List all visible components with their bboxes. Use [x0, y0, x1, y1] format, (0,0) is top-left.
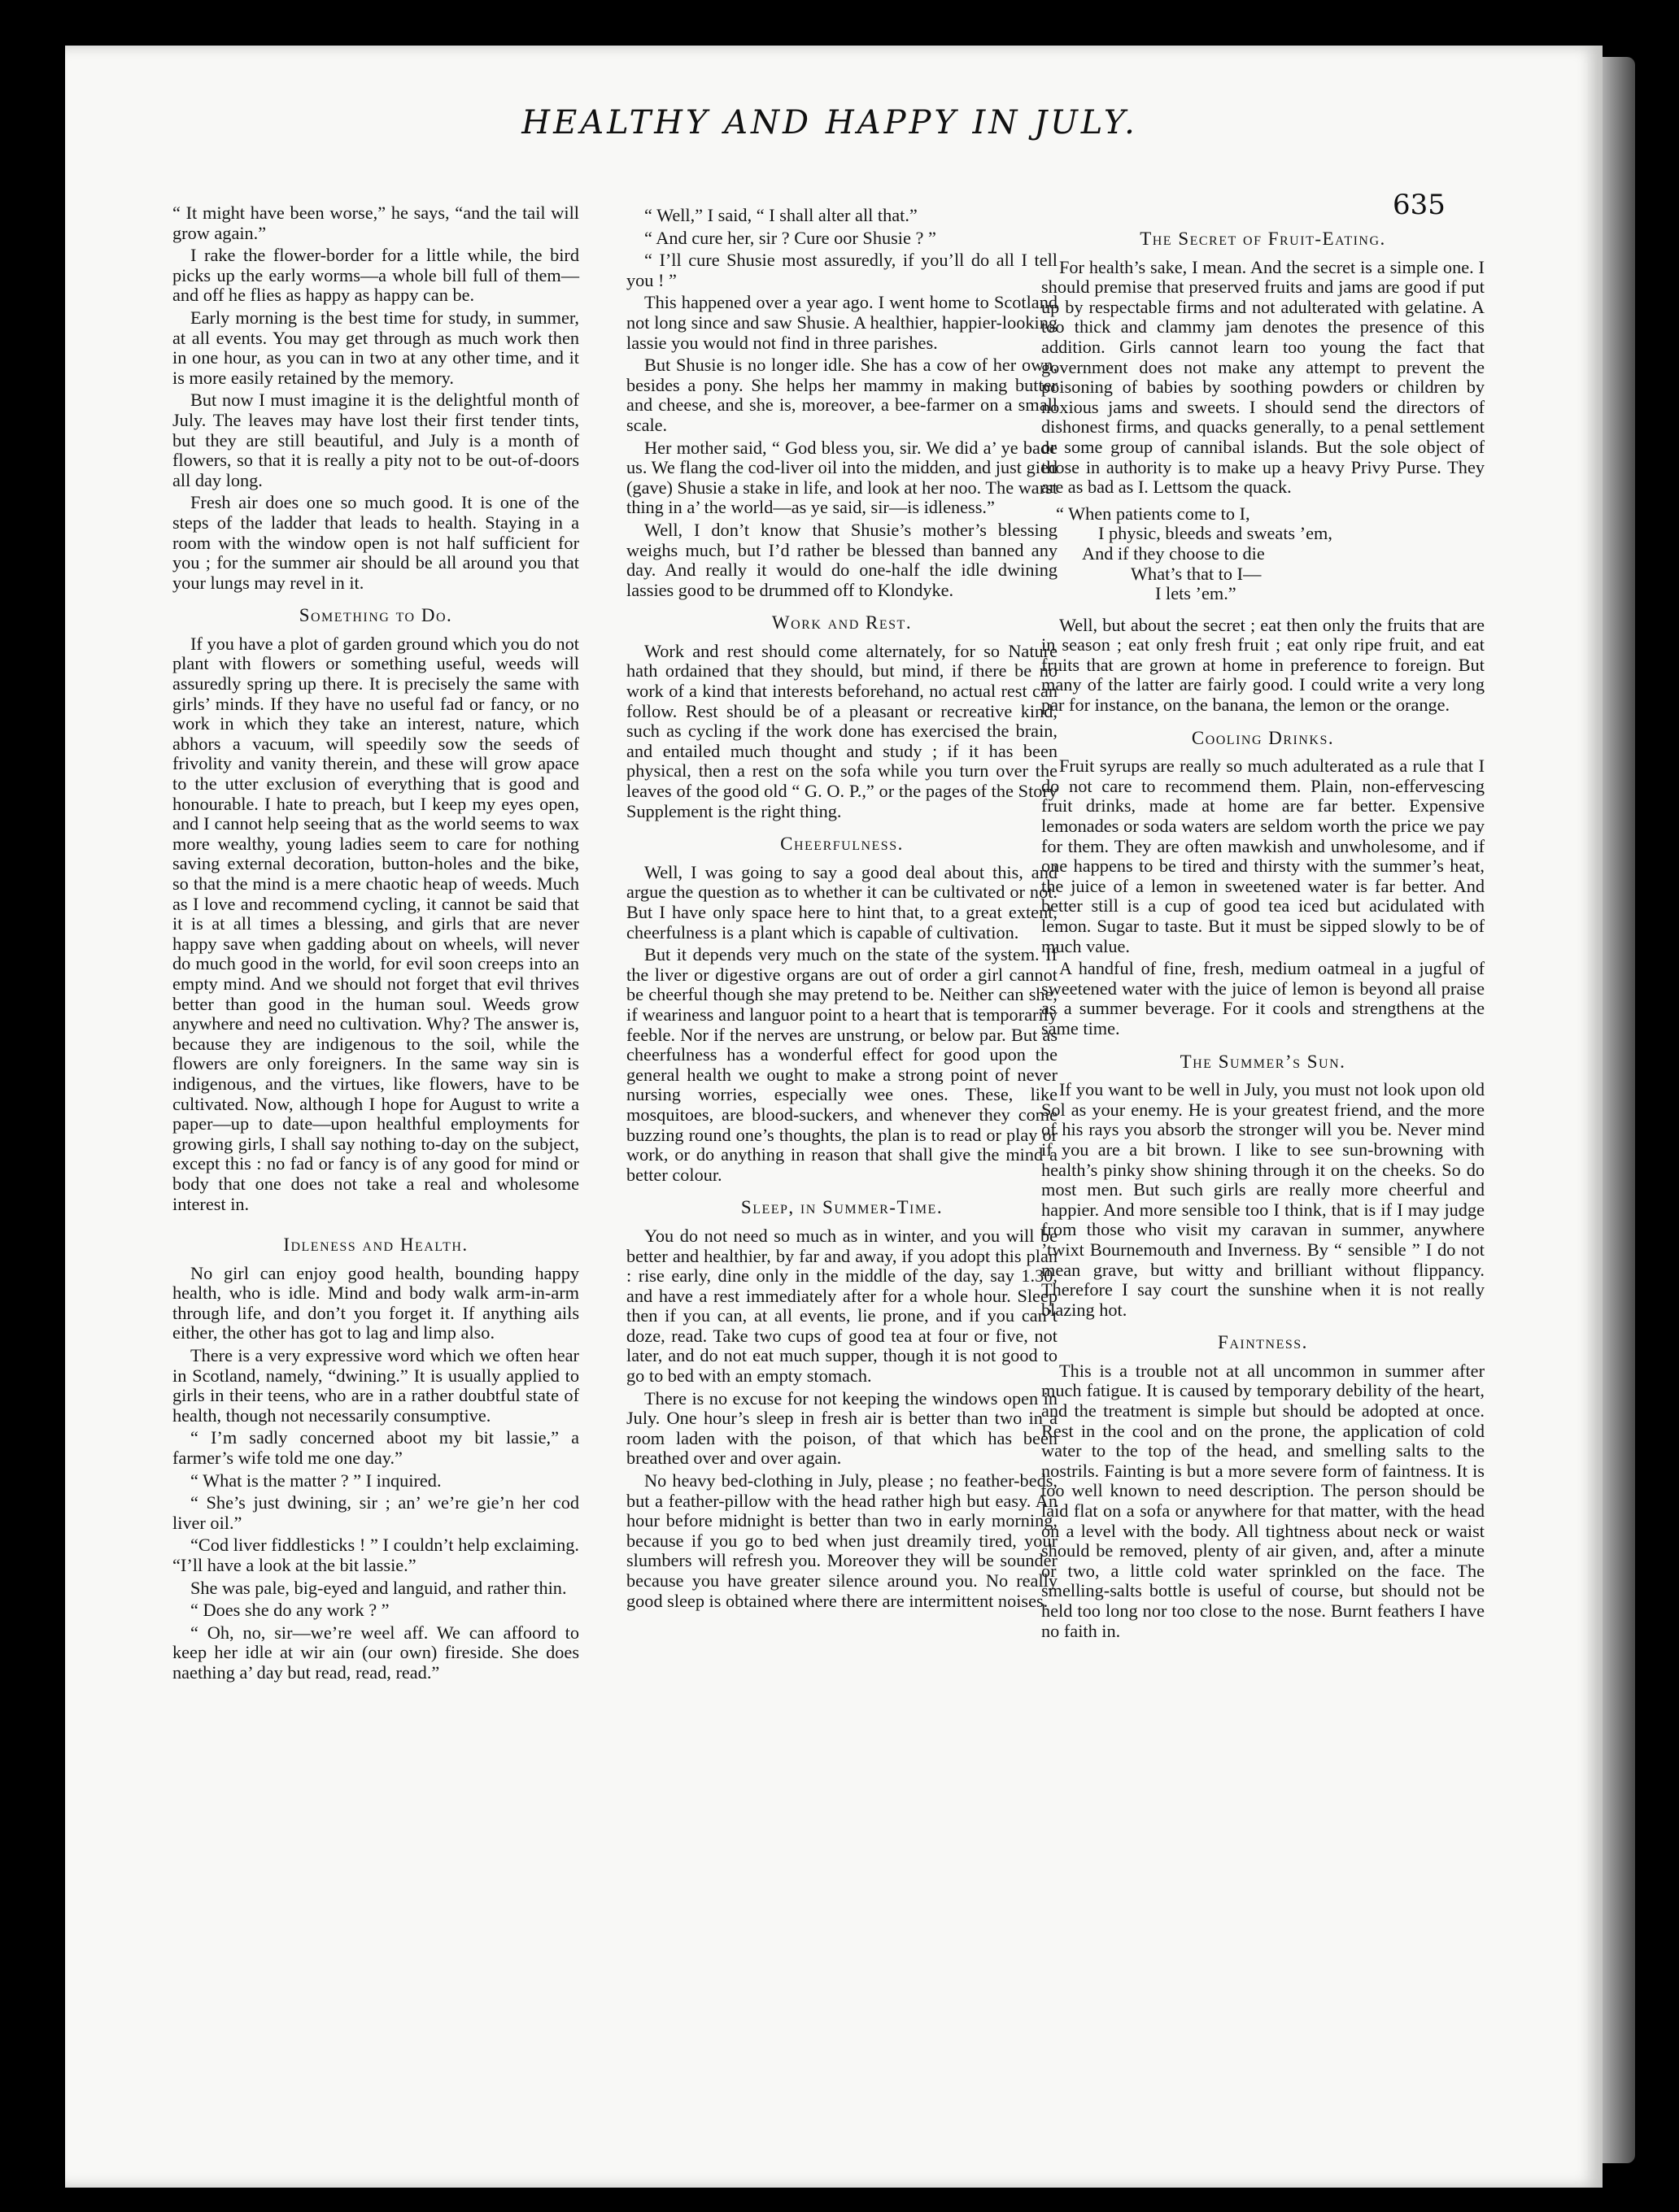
verse-line: “ When patients come to I, — [1056, 503, 1250, 524]
paragraph: Early morning is the best time for study, in summer, at all events. You may get through as much work then in one hour, as you can in two at any other time, and it is more easily retained by the memory. — [172, 307, 579, 388]
text-column-1 — [172, 203, 579, 1686]
section-heading-cooling-drinks: Cooling Drinks. — [1191, 727, 1335, 748]
paragraph: This happened over a year ago. I went home to Scotland not long since and saw Shusie. A healthier, happier-looking lassie you would not find in three parishes. — [626, 292, 1058, 353]
paragraph: Work and rest should come alternately, for so Nature hath ordained that they should, but mind, if there be no work of a kind that interests beforehand, no actual rest can follow. Rest should be of a pleasant or recreative kind, such as cycling if the work done has exercised the brain, and entailed much thought and study ; if it has been physical, then a rest on the sofa while you turn over the leaves of the good old “ G. O. P.,” or the pages of the Story Supplement is the right thing. — [626, 640, 1058, 821]
paragraph: “ It might have been worse,” he says, “and the tail will grow again.” — [172, 202, 579, 243]
paragraph: But Shusie is no longer idle. She has a cow of her own, besides a pony. She helps her mammy in making butter and cheese, and she is, moreover, a bee-farmer on a small scale. — [626, 355, 1058, 435]
paragraph: “ Well,” I said, “ I shall alter all that.” — [644, 205, 918, 225]
section-heading-idleness-and-health: Idleness and Health. — [283, 1234, 469, 1256]
paragraph: A handful of fine, fresh, medium oatmeal in a jugful of sweetened water with the juice of lemon is beyond all praise as a summer beverage. For it cools and strengthens at the same time. — [1041, 958, 1485, 1039]
paragraph: “ Does she do any work ? ” — [190, 1600, 390, 1621]
verse-line: What’s that to I— — [1131, 563, 1262, 584]
running-title: HEALTHY AND HAPPY IN JULY. — [521, 104, 1138, 142]
verse-line: I physic, bleeds and sweats ’em, — [1098, 523, 1332, 544]
paragraph: “ Oh, no, sir—we’re weel aff. We can affoord to keep her idle at wir ain (our own) fireside. She does naething a’ day but read, read, read.” — [172, 1622, 579, 1683]
verse-line: And if they choose to die — [1082, 542, 1265, 564]
section-heading-faintness: Faintness. — [1218, 1332, 1308, 1353]
paragraph: Well, I was going to say a good deal about this, and argue the question as to whether it can be cultivated or not. But I have only space here to hint that, to a great extent, cheerfulness is a plant which is capable of cultivation. — [626, 861, 1058, 943]
paragraph: But it depends very much on the state of the system. If the liver or digestive organs are out of order a girl cannot be cheerful though she may pretend to be. Neither can she, if weariness and languor point to a heart that is temporarily feeble. Nor if the nerves are unstrung, or below par. But as cheerfulness has a wonderful effect for good upon the general health we ought to make a strong point of never nursing worries, especially wee ones. These, like mosquitoes, are blood-suckers, and whenever they come buzzing round one’s thoughts, the plan is to read or play or work, or do anything in reason that shall give the mind a better colour. — [626, 944, 1058, 1185]
paragraph: There is a very expressive word which we often hear in Scotland, namely, “dwining.” It is usually applied to girls in their teens, who are in a rather doubtful state of health, though not necessarily consumptive. — [172, 1345, 579, 1426]
paragraph: No girl can enjoy good health, bounding happy health, who is idle. Mind and body walk arm-in-arm through life, and don’t you forget it. If anything ails either, the other has got to lag and limp also. — [172, 1262, 579, 1343]
paragraph: Her mother said, “ God bless you, sir. We did a’ ye bade us. We flang the cod-liver oil into the midden, and just gied (gave) Shusie a stake in life, and look at her noo. The warst thing in a’ the world—as ye said, sir—is idleness.” — [626, 437, 1058, 518]
paragraph: She was pale, big-eyed and languid, and rather thin. — [190, 1577, 567, 1598]
paragraph: For health’s sake, I mean. And the secret is a simple one. I should premise that preserved fruits and jams are good if put up by respectable firms and not adulterated with gelatine. A too thick and clammy jam denotes the presence of this addition. Girls cannot learn too young the fact that government does not make any attempt to prevent the poisoning of babies by soothing powders or children by noxious jams and sweets. I should send the directors of dishonest firms, and quacks generally, to a penal settlement or some group of cannibal islands. But the sole object of those in authority is to make up a heavy Privy Purse. They are as bad as I. Lettsom the quack. — [1041, 256, 1485, 498]
paragraph: I rake the flower-border for a little while, the bird picks up the early worms—a whole bill full of them—and off he flies as happy as happy can be. — [172, 245, 579, 306]
paragraph: You do not need so much as in winter, and you will be better and healthier, by far and away, if you adopt this plan : rise early, dine only in the middle of the day, say 1.30, and have a rest immediately after for a whole hour. Sleep then if you can, at all events, lie prone, and if you can’t doze, read. Take two cups of good tea at four or five, not later, and do not eat much supper, though it is not good to go to bed with an empty stomach. — [626, 1225, 1058, 1387]
paragraph: But now I must imagine it is the delightful month of July. The leaves may have lost their first tender tints, but they are still beautiful, and July is a month of flowers, so that it is really a pity not to be out-of-doors all day long. — [172, 390, 579, 490]
paragraph: “ I’m sadly concerned aboot my bit lassie,” a farmer’s wife told me one day.” — [172, 1427, 579, 1469]
verse-line: I lets ’em.” — [1155, 583, 1236, 604]
paragraph: If you have a plot of garden ground which you do not plant with flowers or something useful, weeds will assuredly spring up there. It is precisely the same with girls’ minds. If they have no useful fad or fancy, or no work in which they take an interest, nature, which abhors a vacuum, will speedily sow the seeds of frivolity and vanity therein, and these will grow apace to the utter exclusion of everything that is good and honourable. I hate to preach, but I keep my eyes open, and I cannot help seeing that as the world seems to wax more wealthy, young ladies seem to care for nothing saving external decoration, button-holes and the bike, so that the mind is a mere chaotic heap of weeds. Much as I love and recommend cycling, it cannot be said that it is at all times a blessing, and girls that are never happy save when gadding about on wheels, will never do much good in the world, for evil soon creeps into an empty mind. And we should not forget that evil thrives better than good in the human soul. Weeds grow anywhere and need no cultivation. Why? The answer is, because they are indigenous to the soil, while the flowers are only foreigners. In the same way sin is indigenous, and the virtues, like flowers, have to be cultivated. Now, although I hope for August to write a paper—up to date—upon healthful employments for growing girls, I shall say nothing to-day on the subject, except this : no fad or fancy is of any good for mind or body that one does not take a real and wholesome interest in. — [172, 633, 579, 1214]
paragraph: There is no excuse for not keeping the windows open in July. One hour’s sleep in fresh air is better than two in a room laden with the poison, of that which has been breathed over and over again. — [626, 1387, 1058, 1469]
paragraph: “ She’s just dwining, sir ; an’ we’re gie’n her cod liver oil.” — [172, 1492, 579, 1533]
paragraph: “ What is the matter ? ” I inquired. — [190, 1470, 442, 1491]
paragraph: No heavy bed-clothing in July, please ; no feather-beds, but a feather-pillow with the head rather high but easy. An hour before midnight is better than two in early morning, because if you go to bed when just dreamily tired, your slumbers will refresh you. Moreover they will be sounder because you have greater silence around you. No really good sleep is obtained where there are intermittent noises. — [626, 1470, 1058, 1611]
paragraph: This is a trouble not at all uncommon in summer after much fatigue. It is caused by temporary debility of the heart, and the treatment is simple but should be adopted at once. Rest in the cool and on the prone, the application of cold water to the top of the head, and smelling salts to the nostrils. Fainting is but a more severe form of faintness. It is too well known to need description. The person should be laid flat on a sofa or anywhere for that matter, with the head on a level with the body. All tightness about neck or waist should be removed, plenty of air given, and, after a minute or two, a little cold water sprinkled on the face. The smelling-salts bottle is useful of course, but should not be held too long nor too close to the nose. Burnt feathers I have no faith in. — [1041, 1360, 1485, 1641]
section-heading-sleep-in-summer-time: Sleep, in Summer-Time. — [740, 1197, 944, 1218]
section-heading-something-to-do: Something to Do. — [299, 605, 453, 626]
paragraph: “ I’ll cure Shusie most assuredly, if you’ll do all I tell you ! ” — [626, 250, 1058, 290]
section-heading-cheerfulness: Cheerfulness. — [780, 834, 904, 855]
paragraph: “ And cure her, sir ? Cure oor Shusie ? ” — [644, 227, 936, 248]
text-column-3 — [1041, 229, 1485, 1644]
paragraph: Fresh air does one so much good. It is one of the steps of the ladder that leads to health. Staying in a room with the window open is not half sufficient for you ; for the summer air should be all around you that your lungs may revel in it. — [172, 492, 579, 593]
section-heading-work-and-rest: Work and Rest. — [771, 612, 913, 634]
paragraph: Fruit syrups are really so much adulterated as a rule that I do not care to recommend them. Plain, non-effervescing fruit drinks, made at home are far better. Expensive lemonades or soda waters are seldom worth the price we pay for them. They are often mawkish and unwholesome, and if one happens to be tired and thirsty with the summer’s heat, the juice of a lemon in sweetened water is far better. And better still is a cup of good tea iced but acidulated with lemon. Sugar to taste. But it must be sipped slowly to be of much value. — [1041, 755, 1485, 956]
text-column-2 — [626, 206, 1058, 1613]
page-number: 635 — [1393, 189, 1446, 221]
paragraph: Well, I don’t know that Shusie’s mother’s blessing weighs much, but I’d rather be blessed than banned any day. And really it would do one-half the idle dwining lassies good to be drummed off to Klondyke. — [626, 519, 1058, 600]
paragraph: Well, but about the secret ; eat then only the fruits that are in season ; eat only fresh fruit ; eat only ripe fruit, and eat fruits that are grown at home in preference to foreign. But many of the latter are fairly good. I could write a very long par for instance, on the banana, the lemon or the orange. — [1041, 614, 1485, 716]
section-heading-secret-of-fruit-eating: The Secret of Fruit-Eating. — [1140, 229, 1386, 249]
quoted-verse — [1041, 504, 1485, 604]
section-heading-summers-sun: The Summer’s Sun. — [1180, 1051, 1346, 1072]
paragraph: “Cod liver fiddlesticks ! ” I couldn’t help exclaiming. “I’ll have a look at the bit lassie.” — [172, 1535, 579, 1575]
paragraph: If you want to be well in July, you must not look upon old Sol as your enemy. He is your greatest friend, and the more of his rays you absorb the stronger will you be. Never mind if you are a bit brown. I like to see sun-browning with health’s pinky show shining through it on the cheeks. So do most men. But such girls are really more cheerful and happier. And more sensible too I think, that is if I may judge from those who visit my caravan in summer, anywhere ’twixt Bournemouth and Inverness. By “ sensible ” I do not mean grave, but witty and brilliant without flippancy. Therefore I say court the sunshine when it is not really blazing hot. — [1041, 1079, 1485, 1320]
